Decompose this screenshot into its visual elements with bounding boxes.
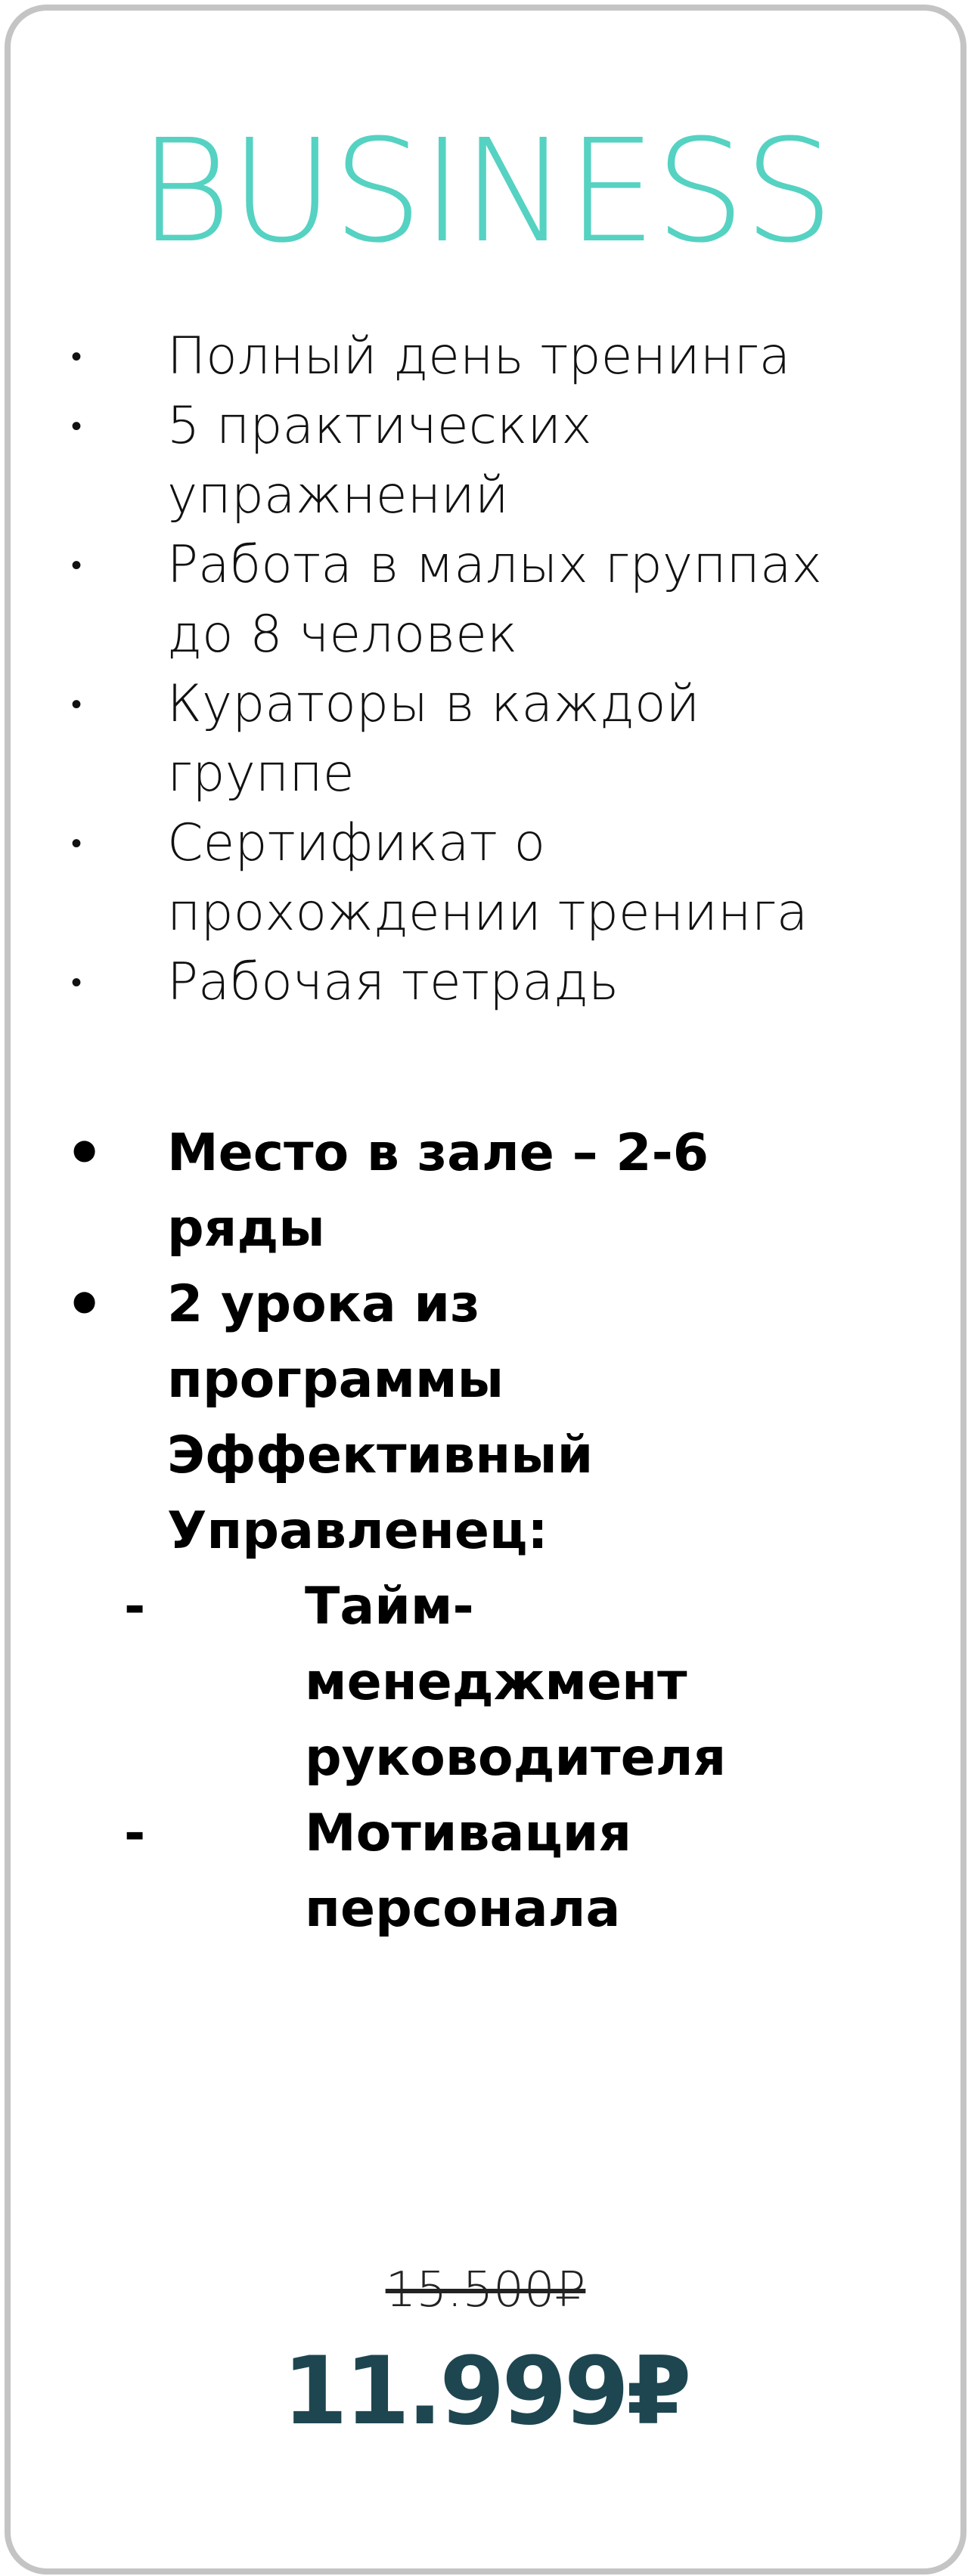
bullet-icon: •	[71, 826, 82, 861]
lesson-item	[11, 1796, 834, 1947]
feature-text: Кураторы в каждой группе	[167, 674, 700, 803]
features-list	[11, 322, 848, 1017]
bullet-icon: •	[65, 1269, 104, 1339]
lessons-sublist	[124, 1569, 818, 1947]
pricing-card	[5, 5, 966, 2574]
feature-text: Сертификат о прохождении тренинга	[167, 813, 808, 943]
extra-text: Место в зале – 2-6 ряды	[167, 1123, 709, 1259]
feature-text: Полный день тренинга	[167, 327, 791, 386]
extra-text: 2 урока из программы Эффективный Управленец:	[167, 1274, 594, 1561]
feature-text: Работа в малых группах до 8 человек	[167, 535, 822, 664]
dash-icon: -	[124, 1577, 146, 1636]
current-price: 11.999₽	[282, 2337, 689, 2446]
feature-item	[11, 531, 848, 670]
bullet-icon: •	[71, 965, 82, 1000]
extra-item	[11, 1267, 818, 1947]
extra-item	[11, 1116, 818, 1267]
feature-item	[11, 322, 848, 392]
feature-text: Рабочая тетрадь	[167, 952, 619, 1012]
feature-item	[11, 392, 848, 531]
bullet-icon: •	[71, 409, 82, 444]
bullet-icon: •	[65, 1118, 104, 1188]
lesson-text: Мотивация персонала	[305, 1804, 632, 1939]
feature-text: 5 практических упражнений	[167, 396, 592, 525]
extras-list	[11, 1116, 818, 1947]
bullet-icon: •	[71, 548, 82, 583]
old-price: 15.500₽	[385, 2262, 586, 2318]
bullet-icon: •	[71, 687, 82, 722]
plan-title: BUSINESS	[138, 109, 833, 274]
dash-icon: -	[124, 1804, 146, 1863]
lesson-item	[11, 1569, 834, 1796]
feature-item	[11, 670, 848, 809]
bullet-icon: •	[71, 339, 82, 374]
feature-item	[11, 948, 848, 1017]
feature-item	[11, 809, 848, 948]
lesson-text: Тайм-менеджмент руководителя	[305, 1577, 727, 1788]
